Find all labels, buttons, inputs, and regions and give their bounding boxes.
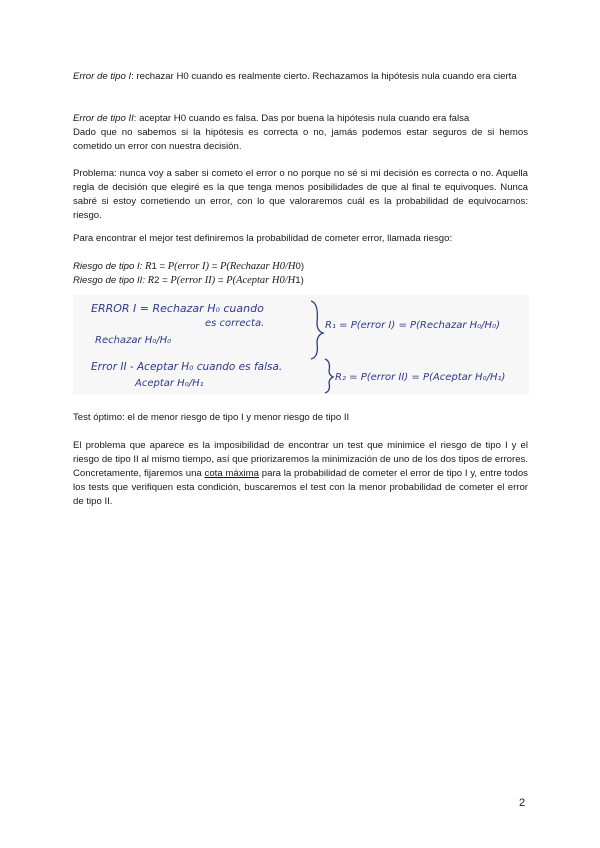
type1-error-definition xyxy=(73,70,528,84)
risk-type2-prob-error: P(error II) xyxy=(170,275,216,286)
risk-type1-eq2: = xyxy=(209,261,220,272)
type1-error-text: : rechazar H0 cuando es realmente cierto. Rechazamos la hipótesis nula cuando era cierta xyxy=(131,71,517,82)
problem-paragraph: Problema: nunca voy a saber si cometo el error o no porque no sé si mi decisión es correcta o no. Aquella regla de decisión que elegiré es la que tenga menos posibilidades de que al final te equivoques. Nunca sabré si estoy cometiendo un error, con lo que valoraremos cuál es la probabilidad de equivocarnos: riesgo. xyxy=(73,168,528,221)
risk-type1-symbol: R xyxy=(145,261,152,272)
best-test-intro: Para encontrar el mejor test definiremos la probabilidad de cometer error, llamada riesgo: xyxy=(73,233,453,244)
hw-error2-definition: Error II - Aceptar H₀ cuando es falsa. xyxy=(91,361,283,373)
priority-text-b: para la probabilidad de cometer el error de tipo I y, entre todos los tests que verifiquen esta condición, buscaremos el test con la menor probabilidad de cometer el error de tipo II. xyxy=(73,468,528,507)
risk-type2-label: Riesgo de tipo II: xyxy=(73,275,145,286)
handwritten-notes-image xyxy=(73,295,529,394)
uncertainty-text: Dado que no sabemos si la hipótesis es correcta o no, jamás podemos estar seguros de si hemos cometido un error con nuestra decisión. xyxy=(73,127,528,152)
max-bound-term: cota máxima xyxy=(204,468,260,479)
priority-text-a: El problema que aparece es la imposibilidad de encontrar un test que minimice el riesgo de tipo I y el riesgo de tipo II al mismo tiempo, así que priorizaremos la minimización de uno de los dos tipos de errores. Concretamente, fijaremos una xyxy=(73,440,528,479)
risk-type1-prob-error: P(error I) xyxy=(167,261,210,272)
risk-type2-symbol: R xyxy=(147,275,155,286)
hw-risk1-formula: R₁ = P(error I) = P(Rechazar H₀/H₀) xyxy=(325,320,500,331)
optimal-test-sentence: Test óptimo: el de menor riesgo de tipo I y menor riesgo de tipo II xyxy=(73,412,350,423)
priority-paragraph xyxy=(73,439,528,509)
hw-error1-correct: es correcta. xyxy=(205,318,265,329)
risk-type2-eq: 2 = xyxy=(154,275,171,286)
risk-type2-tail: 1) xyxy=(295,275,304,286)
type2-error-definition xyxy=(73,112,528,154)
risk-type2-prob-accept: P(Aceptar H0/H xyxy=(226,275,296,286)
risk-type1-tail: 0) xyxy=(295,261,305,272)
handwritten-notes-drawing xyxy=(73,295,529,394)
page-number: 2 xyxy=(519,797,526,809)
hw-error1-definition: ERROR I = Rechazar H₀ cuando xyxy=(91,302,264,315)
risk-type1-prob-reject: P(Rechazar H0/H xyxy=(219,261,296,272)
hw-brace-1 xyxy=(311,301,323,359)
hw-error2-accept: Aceptar H₀/H₁ xyxy=(135,378,204,389)
risk-type1-eq: 1 = xyxy=(151,261,168,272)
type2-error-text: : aceptar H0 cuando es falsa. Das por buena la hipótesis nula cuando era falsa xyxy=(133,113,470,124)
risk-type2-eq2: = xyxy=(215,275,227,286)
type1-error-term: Error de tipo I xyxy=(73,71,132,82)
hw-brace-2 xyxy=(325,359,333,393)
risk-type1-label: Riesgo de tipo I: xyxy=(73,261,143,272)
risk-type1-line xyxy=(73,260,528,274)
risk-type2-line xyxy=(73,274,528,288)
hw-error1-reject: Rechazar H₀/H₀ xyxy=(95,335,172,346)
type2-error-term: Error de tipo II xyxy=(73,113,134,124)
hw-risk2-formula: R₂ = P(error II) = P(Aceptar H₀/H₁) xyxy=(335,372,506,383)
